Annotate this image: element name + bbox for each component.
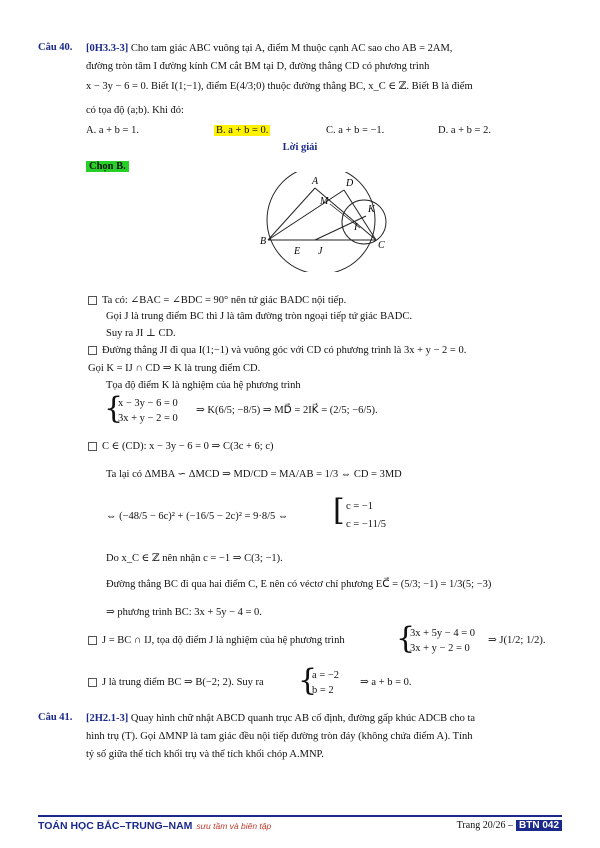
solution-line1-text: Ta có: ∠BAC = ∠BDC = 90° nên tứ giác BADC nội tiếp.: [102, 295, 347, 306]
solution-title: Lời giải: [282, 142, 318, 153]
label-b: B: [260, 236, 267, 247]
solution-line8-text: C ∈ (CD): x − 3y − 6 = 0 ⇒ C(3c + 6; c): [102, 441, 274, 452]
system3-eq2: b = 2: [312, 685, 334, 696]
solution-line6: Tọa độ điểm K là nghiệm của hệ phương trình: [106, 380, 301, 391]
bullet-icon: [88, 678, 97, 687]
solution-line14-result: ⇒ J(1/2; 1/2).: [488, 635, 546, 646]
question-41-line3: tỷ số giữa thể tích khối trụ và thể tích khối chóp A.MNP.: [86, 749, 324, 760]
solution-line7-result: ⇒ K(6/5; −8/5) ⇒ MD⃗ = 2IK⃗ = (2/5; −6/5).: [196, 405, 378, 416]
footer-badge: BTN 042: [516, 820, 562, 831]
bullet-icon: [88, 442, 97, 451]
label-j: J: [318, 246, 323, 257]
label-k: K: [368, 204, 375, 215]
solution-line11: Do x_C ∈ ℤ nên nhận c = −1 ⇒ C(3; −1).: [106, 553, 283, 564]
question-41-line1: [86, 712, 475, 726]
question-40-code: [0H3.3-3]: [86, 43, 129, 54]
case-c2: c = −11/5: [346, 519, 387, 530]
label-d: D: [346, 178, 354, 189]
case-c1: c = −1: [346, 501, 374, 512]
system1-eq2: 3x + y − 2 = 0: [118, 413, 178, 424]
footer-page-number: Trang 20/26 –: [456, 820, 513, 831]
question-41-line2: hình trụ (T). Gọi ΔMNP là tam giác đều nội tiếp đường tròn đáy (không chứa điểm A). Tính: [86, 731, 473, 742]
solution-line14: [88, 634, 345, 648]
bullet-icon: [88, 296, 97, 305]
solution-line14-text: J = BC ∩ IJ, tọa độ điểm J là nghiệm của hệ phương trình: [102, 635, 345, 646]
question-41-text1: Quay hình chữ nhật ABCD quanh trục AB cố định, đường gấp khúc ADCB cho ta: [130, 713, 476, 724]
solution-line15-result: ⇒ a + b = 0.: [360, 677, 412, 688]
system2-eq2: 3x + y − 2 = 0: [410, 643, 470, 654]
segment-jk: [315, 216, 366, 240]
solution-line4: [88, 344, 466, 358]
label-m: M: [320, 196, 329, 207]
solution-line12: Đường thẳng BC đi qua hai điểm C, E nên có véctơ chỉ phương EC⃗ = (5/3; −1) = 1/3(5; −3): [106, 579, 492, 590]
footer-page: [457, 820, 562, 831]
system2-eq1: 3x + 5y − 4 = 0: [410, 628, 476, 639]
system3-eq1: a = −2: [312, 670, 340, 681]
system2-brace: {: [396, 621, 416, 656]
question-41-label: Câu 41.: [38, 712, 73, 723]
question-40-line4: có tọa độ (a;b). Khi đó:: [86, 105, 184, 116]
bullet-icon: [88, 346, 97, 355]
bullet-icon: [88, 636, 97, 645]
case-bracket: [: [333, 493, 345, 528]
segment-dc: [344, 190, 376, 240]
option-b: [214, 124, 270, 138]
question-40-line3: x − 3y − 6 = 0. Biết I(1;−1), điểm E(4/3;0) thuộc đường thẳng BC, x_C ∈ ℤ. Biết B là điểm: [86, 81, 473, 92]
solution-line1: [88, 294, 346, 308]
question-40-line1: [86, 42, 452, 56]
solution-line3: Suy ra JI ⊥ CD.: [106, 328, 176, 339]
question-40-line2: đường tròn tâm I đường kính CM cắt BM tại D, đường thẳng CD có phương trình: [86, 61, 430, 72]
solution-line15: [88, 676, 264, 690]
label-e: E: [294, 246, 301, 257]
solution-line13: ⇒ phương trình BC: 3x + 5y − 4 = 0.: [106, 607, 262, 618]
label-c: C: [378, 240, 385, 251]
geometry-figure: [260, 172, 400, 272]
label-i: I: [354, 222, 358, 233]
footer-brand-text: TOÁN HỌC BẮC–TRUNG–NAM: [38, 820, 193, 832]
option-d: D. a + b = 2.: [438, 125, 491, 136]
question-40-label: Câu 40.: [38, 42, 73, 53]
solution-line5: Gọi K = IJ ∩ CD ⇒ K là trung điểm CD.: [88, 363, 261, 374]
answer-tag: [86, 160, 129, 174]
solution-line9: Ta lại có ΔMBA ∽ ΔMCD ⇒ MD/CD = MA/AB = 1/3 ⇔ CD = 3MD: [106, 469, 402, 480]
system1-eq1: x − 3y − 6 = 0: [118, 398, 178, 409]
footer-rule: [38, 815, 562, 817]
solution-line10: ⇔ (−48/5 − 6c)² + (−16/5 − 2c)² = 9·8/5 ⇔: [106, 511, 289, 522]
option-c: C. a + b = −1.: [326, 125, 385, 136]
system3-brace: {: [298, 663, 318, 698]
solution-line2: Gọi J là trung điểm BC thì J là tâm đường tròn ngoại tiếp tứ giác BADC.: [106, 311, 412, 322]
answer-highlight: Chọn B.: [86, 161, 129, 172]
solution-line15-text: J là trung điểm BC ⇒ B(−2; 2). Suy ra: [102, 677, 264, 688]
question-40-text1: Cho tam giác ABC vuông tại A, điểm M thuộc cạnh AC sao cho AB = 2AM,: [130, 43, 453, 54]
footer-brand: [38, 820, 271, 832]
label-a: A: [312, 176, 319, 187]
solution-line8: [88, 440, 274, 454]
option-b-highlight: B. a + b = 0.: [216, 125, 269, 136]
circumcircle: [267, 172, 375, 272]
solution-line4-text: Đường thẳng JI đi qua I(1;−1) và vuông góc với CD có phương trình là 3x + y − 2 = 0.: [102, 345, 467, 356]
system-brace: {: [104, 391, 124, 426]
footer-note: sưu tầm và biên tập: [196, 821, 272, 831]
question-41-code: [2H2.1-3]: [86, 713, 129, 724]
option-a: A. a + b = 1.: [86, 125, 139, 136]
